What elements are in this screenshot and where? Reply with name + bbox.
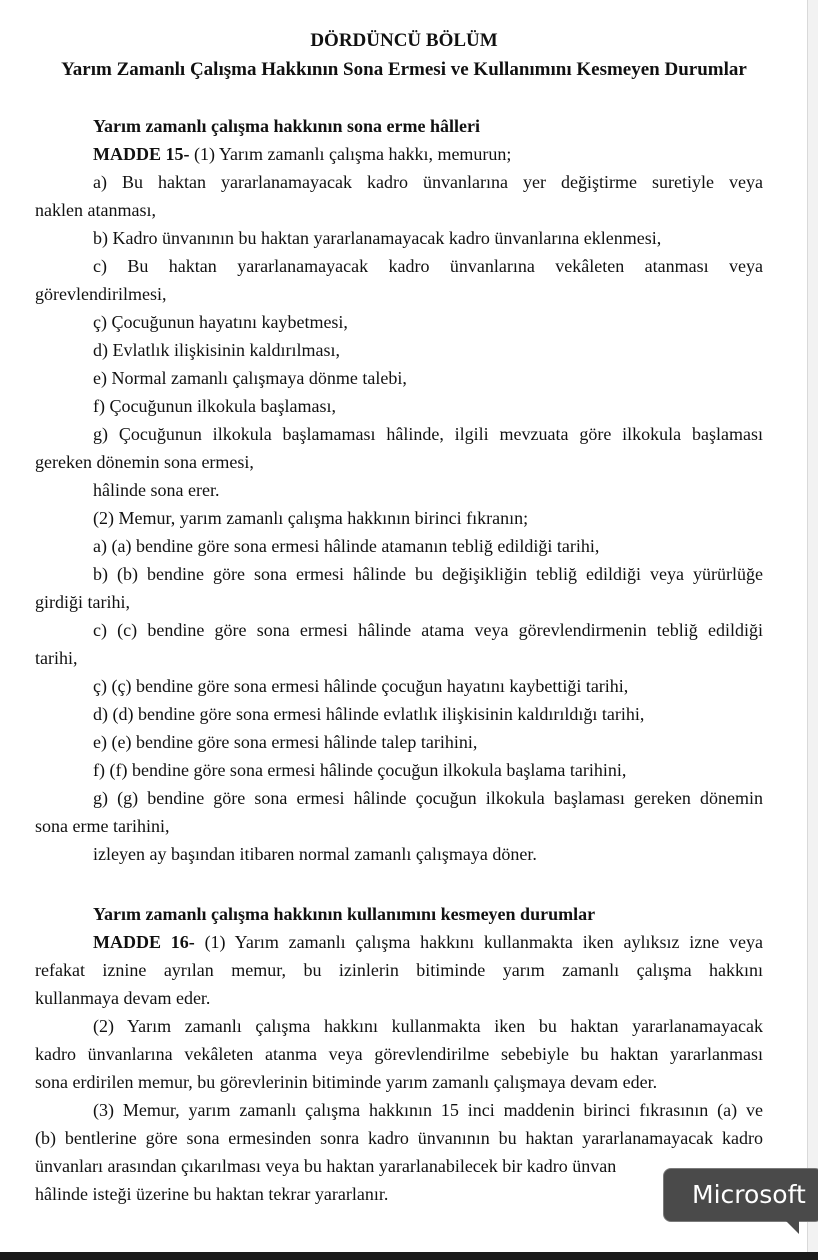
- item-d: d) Evlatlık ilişkisinin kaldırılması,: [93, 340, 340, 360]
- page-right-edge: [807, 0, 818, 1252]
- para2-item-g-line2: sona erme tarihini,: [35, 816, 170, 836]
- para2-item-e: e) (e) bendine göre sona ermesi hâlinde talep tarihini,: [93, 732, 478, 752]
- item-b: b) Kadro ünvanının bu haktan yararlanamayacak kadro ünvanlarına eklenmesi,: [93, 228, 662, 248]
- item-g-line2: gereken dönemin sona ermesi,: [35, 452, 254, 472]
- para2-close: izleyen ay başından itibaren normal zamanlı çalışmaya döner.: [93, 844, 537, 864]
- bottom-bar: [0, 1252, 818, 1260]
- madde-15-intro-text: (1) Yarım zamanlı çalışma hakkı, memurun;: [189, 144, 512, 164]
- madde-16-p3-line2: (b) bentlerine göre sona ermesinden sonra kadro ünvanının bu haktan yararlanamayacak kadro: [35, 1128, 763, 1148]
- item-f: f) Çocuğunun ilkokula başlaması,: [93, 396, 336, 416]
- para2-item-b-line2: girdiği tarihi,: [35, 592, 130, 612]
- microsoft-tooltip[interactable]: Microsoft: [663, 1168, 818, 1222]
- tooltip-pointer-icon: [785, 1220, 799, 1234]
- madde-16-p3-line3: ünvanları arasından çıkarılması veya bu haktan yararlanabilecek bir kadro ünvan: [35, 1156, 617, 1176]
- madde-15-label: MADDE 15-: [93, 144, 190, 164]
- para2-item-b-line1: b) (b) bendine göre sona ermesi hâlinde bu değişikliğin tebliğ edildiği veya yürürlüğe: [93, 564, 763, 584]
- madde-16-label: MADDE 16-: [93, 932, 195, 952]
- section-16-heading: Yarım zamanlı çalışma hakkının kullanımını kesmeyen durumlar: [93, 904, 596, 924]
- madde-16-p2-line1: (2) Yarım zamanlı çalışma hakkını kullanmakta iken bu haktan yararlanamayacak: [93, 1016, 763, 1036]
- madde-16-p3-line1: (3) Memur, yarım zamanlı çalışma hakkının 15 inci maddenin birinci fıkrasının (a) ve: [93, 1100, 763, 1120]
- madde-16-line2: refakat iznine ayrılan memur, bu izinlerin bitiminde yarım zamanlı çalışma hakkını: [35, 960, 763, 980]
- para2-item-a: a) (a) bendine göre sona ermesi hâlinde atamanın tebliğ edildiği tarihi,: [93, 536, 600, 556]
- para1-close: hâlinde sona erer.: [93, 480, 220, 500]
- item-c-line1: c) Bu haktan yararlanamayacak kadro ünvanlarına vekâleten atanması veya: [93, 256, 763, 276]
- item-c-line2: görevlendirilmesi,: [35, 284, 167, 304]
- madde-16-p3-line4: hâlinde isteği üzerine bu haktan tekrar yararlanır.: [35, 1184, 389, 1204]
- para2-item-c-line1: c) (c) bendine göre sona ermesi hâlinde atama veya görevlendirmenin tebliğ edildiği: [93, 620, 763, 640]
- section-15-heading: Yarım zamanlı çalışma hakkının sona erme hâlleri: [93, 116, 480, 136]
- para2-item-d: d) (d) bendine göre sona ermesi hâlinde evlatlık ilişkisinin kaldırıldığı tarihi,: [93, 704, 645, 724]
- para2-item-cc: ç) (ç) bendine göre sona ermesi hâlinde çocuğun hayatını kaybettiği tarihi,: [93, 676, 629, 696]
- madde-15-intro: [93, 142, 511, 166]
- madde-16-line1: [93, 930, 763, 954]
- madde-16-line3: kullanmaya devam eder.: [35, 988, 211, 1008]
- item-a-line2: naklen atanması,: [35, 200, 156, 220]
- item-g-line1: g) Çocuğunun ilkokula başlamaması hâlinde, ilgili mevzuata göre ilkokula başlaması: [93, 424, 763, 444]
- madde-16-p2-line3: sona erdirilen memur, bu görevlerinin bitiminde yarım zamanlı çalışmaya devam eder.: [35, 1072, 658, 1092]
- para2-intro: (2) Memur, yarım zamanlı çalışma hakkının birinci fıkranın;: [93, 508, 529, 528]
- para2-item-c-line2: tarihi,: [35, 648, 78, 668]
- madde-16-p2-line2: kadro ünvanlarına vekâleten atanma veya görevlendirilme sebebiyle bu haktan yararlanması: [35, 1044, 763, 1064]
- chapter-subtitle: Yarım Zamanlı Çalışma Hakkının Sona Ermesi ve Kullanımını Kesmeyen Durumlar: [61, 59, 747, 80]
- chapter-title: DÖRDÜNCÜ BÖLÜM: [310, 30, 498, 51]
- item-a-line1: a) Bu haktan yararlanamayacak kadro ünvanlarına yer değiştirme suretiyle veya: [93, 172, 763, 192]
- para2-item-g-line1: g) (g) bendine göre sona ermesi hâlinde çocuğun ilkokula başlaması gereken dönemin: [93, 788, 763, 808]
- item-cc: ç) Çocuğunun hayatını kaybetmesi,: [93, 312, 348, 332]
- madde-16-line1-text: (1) Yarım zamanlı çalışma hakkını kullanmakta iken aylıksız izne veya: [194, 932, 763, 952]
- item-e: e) Normal zamanlı çalışmaya dönme talebi,: [93, 368, 407, 388]
- para2-item-f: f) (f) bendine göre sona ermesi hâlinde çocuğun ilkokula başlama tarihini,: [93, 760, 627, 780]
